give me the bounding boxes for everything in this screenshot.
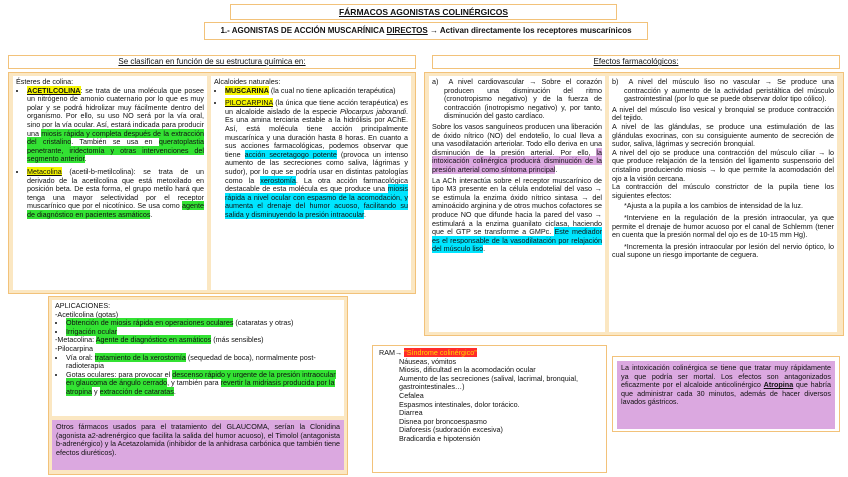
- subtitle-box: [204, 22, 648, 40]
- aplicaciones-ach-highlight-1: Obtención de miosis rápida en operaciones oculares: [66, 318, 234, 328]
- subtitle-suffix: → Activan directamente los receptores muscarínicos: [427, 26, 632, 35]
- muscarina-text: (la cual no tiene aplicación terapéutica): [268, 85, 396, 95]
- intoxicacion-text-1: La intoxicación colinérgica se tiene que tratar muy rápidamente ya que podría ser mortal. Los efectos son antagonizados eficazmente por el alcaloide anticolinérgico: [621, 363, 831, 390]
- classification-box: [8, 72, 416, 294]
- acetilcolina-text-1: : se trata de una molécula que posee un nitrógeno de amonio cuaternario por lo que es muy polar y se podrá hidrolizar muy fácilmente dentro del organismo. Por ello, su uso NO será por la vía oral, sino por la vía ocular. Así, estará indicada para producir una: [27, 85, 204, 138]
- muscarina-item: [225, 87, 408, 96]
- efecto-a: [432, 78, 602, 121]
- vasos-text-2: .: [555, 164, 558, 174]
- metacolina-name: Metacolina: [27, 166, 62, 176]
- alcaloides-column: [211, 76, 411, 290]
- efecto-pupila: La contracción del músculo constrictor de la pupila tiene los siguientes efectos:: [612, 182, 834, 200]
- vasos-text-1: Sobre los vasos sanguíneos producen una liberación de óxido nítrico (NO) del endotelio, lo cual lleva a una vasodilatación arteriolar. Todo ello deriva en una disminución de la presión arterial. Por ello,: [432, 121, 602, 157]
- metacolina-suffix: (más sensibles): [211, 335, 264, 345]
- efecto-ajusta: *Ajusta a la pupila a los cambios de intensidad de la luz.: [624, 201, 803, 211]
- efecto-vesical: A nivel del músculo liso vesical y bronquial se produce contracción del tejido.: [612, 104, 834, 123]
- efecto-a-text: A nivel cardiovascular → Sobre el corazón producen una disminución del ritmo (cronotropismo negativo) y de la fuerza de contracción (inotropismo negativo) y, por tanto, disminución del gasto cardíaco.: [444, 77, 602, 121]
- efecto-vasos: [432, 123, 602, 175]
- efecto-glandulas: A nivel de las glándulas, se produce una estimulación de las glándulas exocrinas, con su consiguiente aumento de secreción de sudor, saliva, lágrimas y secreción bronquial.: [612, 121, 834, 149]
- subtitle-keyword: DIRECTOS: [386, 26, 428, 35]
- pilocarpina-item: [225, 99, 408, 219]
- efecto-b: [612, 78, 834, 104]
- metacolina-highlight-1: agente de diagnóstico en pacientes asmáticos: [27, 201, 204, 219]
- aplicaciones-acetilcolina-label: -Acetilcolina (gotas): [55, 309, 119, 319]
- pilocarpina-text-5: .: [364, 209, 367, 219]
- esteres-heading: Ésteres de colina:: [16, 77, 74, 86]
- metacolina-prefix: -Metacolina:: [55, 335, 96, 345]
- pilocarpina-highlight-3: miosis rápida a nivel ocular con espasmo de la acomodación, y aumenta el drenaje del humor acuoso, facilitando su salida y disminuyendo la presión intraocular: [225, 184, 408, 219]
- pilocarpina-name: PILOCARPINA: [225, 98, 273, 108]
- ram-item: Miosis, dificultad en la acomodación ocular: [399, 365, 536, 375]
- subtitle-prefix: 1.- AGONISTAS DE ACCIÓN MUSCARÍNICA: [220, 26, 387, 35]
- alcaloides-heading: Alcaloides naturales:: [214, 77, 281, 86]
- ach-text-2: .: [483, 244, 486, 254]
- ram-item: Náuseas, vómitos: [399, 356, 457, 366]
- pilocarpina-text-3: (provoca un intenso aumento de las secreciones como saliva, lágrimas y sudor), por lo que se podría usar en distintas patologías como la: [225, 149, 408, 185]
- ram-item: Espasmos intestinales, dolor torácico.: [399, 399, 520, 409]
- ram-prefix: RAM→: [379, 348, 405, 357]
- pilo-gotas-highlight-2: revertir la midriasis producida por la atropina: [66, 378, 335, 396]
- pilocarpina-text-1: (la única que tiene acción terapéutica) es un alcaloide aislado de la especie: [225, 98, 408, 116]
- aplicaciones-ach-text-1: (cataratas y otras): [233, 318, 294, 328]
- efecto-b-text: A nivel del músculo liso no vascular → Se produce una contracción y aumento de la actividad peristáltica del músculo gastrointestinal (por lo que se puede observar dolor tipo cólico).: [624, 77, 834, 104]
- efectos-column-left: [429, 76, 605, 332]
- ram-box: [372, 345, 607, 473]
- aplicaciones-content: [52, 300, 344, 416]
- vasos-highlight: la intoxicación colinérgica producirá disminución de la presión arterial como síntoma principal: [432, 147, 602, 174]
- glaucoma-note: Otros fármacos usados para el tratamiento del GLAUCOMA, serían la Clonidina (agonista a2-adrenérgico que facilita la salida del humor acuoso), el Timolol (antagonista b-adrenérgico) y la Acetazolamida (inhibidor de la anhidrasa carbónica que también tiene efectos diuréticos).: [52, 420, 344, 470]
- ram-item: Diarrea: [399, 408, 423, 418]
- ram-item: Aumento de las secreciones (salival, lacrimal, bronquial, gastrointestinales…): [399, 373, 578, 392]
- acetilcolina-highlight-1: miosis rápida y completa después de la extracción del cristalino: [27, 128, 204, 147]
- aplicaciones-pilo-gotas: [66, 371, 341, 397]
- efectos-box: [424, 72, 844, 336]
- ach-highlight: Este mediador es el responsable de la vasodilatación por relajación del músculo liso: [432, 227, 602, 254]
- acetilcolina-highlight-2: queratoplastia penetrante, iridectomía y otras intervenciones del segmento anterior: [27, 137, 204, 164]
- ram-item: Cefalea: [399, 390, 424, 400]
- acetilcolina-text-3: .: [84, 154, 87, 164]
- pilo-oral-highlight: tratamiento de la xerostomía: [94, 352, 186, 362]
- pilocarpina-highlight-1: acción secretagogo potente: [244, 149, 337, 159]
- pilocarpina-text-4: . La otra acción farmacológica destacable de esta molécula es que produce una: [225, 175, 408, 194]
- aplicaciones-ach-highlight-2: Irrigación ocular: [66, 326, 118, 336]
- pilocarpina-highlight-2: xerostomía: [260, 175, 296, 185]
- muscarina-name: MUSCARINA: [225, 85, 269, 95]
- title-box: [230, 4, 617, 20]
- pilo-gotas-highlight-3: extracción de cataratas: [99, 386, 174, 396]
- ram-item: Diaforesis (sudoración excesiva): [399, 425, 503, 435]
- pilo-oral-text-1: Vía oral:: [66, 352, 95, 362]
- intoxicacion-box: [612, 356, 840, 432]
- pilocarpina-text-2: . Es una amina terciaria estable a la hidrólisis por AChE. Así, está molécula tiene acción principalmente muscarínica y una duración hasta 8 horas. En cuanto a sus acciones farmacológicas, podemos observar que tiene: [225, 106, 408, 159]
- efectos-column-right: [609, 76, 837, 332]
- aplicaciones-metacolina: [55, 336, 341, 345]
- efecto-interviene: *Interviene en la regulación de la presión intraocular, ya que permite el drenaje de humor acuoso por el canal de Schlemm (tener en cuenta que la presión normal del ojo es de 10-15 mm Hg).: [612, 212, 834, 240]
- left-section-title: Se clasifican en función de su estructura química en:: [118, 57, 306, 66]
- efecto-a-label: a): [432, 77, 439, 86]
- aplicaciones-box: [48, 296, 348, 475]
- efecto-ach: [432, 177, 602, 254]
- efecto-b-label: b): [612, 77, 619, 86]
- efecto-ojo: A nivel del ojo se produce una contracción del músculo ciliar → lo que produce relajación de la tensión del ligamento suspensorio del cristalino produciendo miosis → lo que permite la acomodación del ojo a la visión cercana.: [612, 147, 834, 183]
- aplicaciones-pilo-oral: [66, 354, 341, 371]
- esteres-column: [13, 76, 207, 290]
- pilo-gotas-highlight-1: descenso rápido y urgente de la presión intraocular en glaucoma de ángulo cerrado: [66, 369, 336, 388]
- ram-item: Disnea por broncoespasmo: [399, 416, 487, 426]
- ach-text-1: La ACh interactúa sobre el receptor muscarínico de tipo M3 presente en la célula endotelial del vaso → se estimula la enzima óxido nítrico sintasa → del aminoácido arginina y de otros muchos cofactores se produce NO que difunde hacia la pared del vaso → estimulará a la enzima guanilato ciclasa, haciendo que el GTP se transforme a GMPc.: [432, 175, 602, 237]
- pilo-gotas-text-2: , y también para: [167, 378, 221, 388]
- ram-label: "Síndrome colinérgico": [404, 348, 477, 357]
- efecto-incrementa: *Incrementa la presión intraocular por lesión del nervio óptico, lo cual supone un riesgo importante de ceguera.: [612, 241, 834, 260]
- atropina-name: Atropina: [763, 380, 794, 390]
- pilo-gotas-text-3: y: [91, 386, 100, 396]
- intoxicacion-text-2: que habría que administrar cada 30 minutos, además de hacer diversos lavados gástricos.: [621, 380, 831, 407]
- right-section-header: [432, 55, 840, 69]
- metacolina-text-2: .: [150, 209, 153, 219]
- ram-content: [379, 349, 600, 444]
- pilocarpina-species: Pilocarpus jaborandi: [339, 106, 406, 116]
- metacolina-highlight: Agente de diagnóstico en asmáticos: [95, 335, 212, 345]
- page-title: FÁRMACOS AGONISTAS COLINÉRGICOS: [338, 7, 509, 17]
- intoxicacion-text: [617, 361, 835, 429]
- aplicaciones-heading: APLICACIONES:: [55, 301, 111, 310]
- left-section-header: [8, 55, 416, 69]
- metacolina-item: [27, 168, 204, 220]
- aplicaciones-pilocarpina-label: -Pilocarpina: [55, 343, 93, 353]
- acetilcolina-text-2: . También se usa en: [71, 137, 159, 147]
- pilo-oral-text-2: (sequedad de boca), normalmente post-radioterapia: [66, 352, 316, 371]
- acetilcolina-name: ACETILCOLINA: [27, 85, 81, 95]
- metacolina-text-1: (acetil-b-metilcolina): se trata de un derivado de la acetilcolina que está metoxilado en posición beta. De esta forma, el grupo metilo hará que tenga una mayor selectividad por el receptor muscarínico que por el nicotínico. Se usa como: [27, 166, 204, 211]
- pilo-gotas-text-4: .: [173, 386, 176, 396]
- subtitle: [205, 23, 647, 39]
- right-section-title: Efectos farmacológicos:: [593, 57, 679, 66]
- pilo-gotas-text-1: Gotas oculares: para provocar el: [66, 369, 173, 379]
- acetilcolina-item: [27, 87, 204, 164]
- ram-item: Bradicardia e hipotensión: [399, 433, 481, 443]
